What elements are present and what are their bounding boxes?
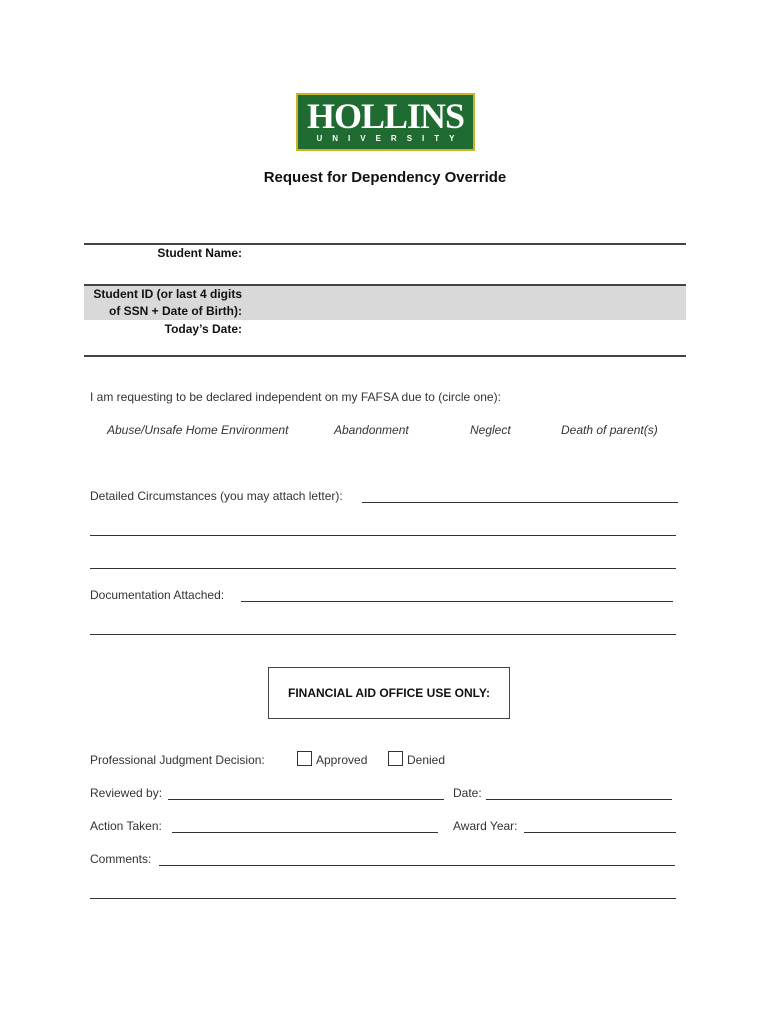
- comments-line-2[interactable]: [90, 898, 676, 899]
- logo-subtitle: UNIVERSITY: [316, 134, 465, 143]
- approved-label: Approved: [316, 753, 368, 767]
- todays-date-field[interactable]: [250, 320, 686, 354]
- documentation-line-2[interactable]: [90, 634, 676, 635]
- documentation-line-1[interactable]: [241, 601, 673, 602]
- detailed-circumstances-line-1[interactable]: [362, 502, 678, 503]
- office-use-label: FINANCIAL AID OFFICE USE ONLY:: [287, 686, 490, 700]
- student-id-label-line1: Student ID (or last 4 digits: [93, 287, 242, 301]
- detailed-circumstances-label: Detailed Circumstances (you may attach letter):: [90, 489, 343, 503]
- award-year-label: Award Year:: [453, 819, 518, 833]
- student-name-field[interactable]: [250, 243, 686, 283]
- option-death-of-parents[interactable]: Death of parent(s): [561, 423, 658, 437]
- denied-label: Denied: [407, 753, 446, 767]
- request-statement: I am requesting to be declared independent on my FAFSA due to (circle one):: [90, 390, 501, 404]
- student-name-label: Student Name:: [157, 246, 242, 260]
- detailed-circumstances-line-3[interactable]: [90, 568, 676, 569]
- pj-decision-label: Professional Judgment Decision:: [90, 753, 265, 767]
- detailed-circumstances-line-2[interactable]: [90, 535, 676, 536]
- office-use-box: [268, 667, 510, 719]
- hollins-university-logo: [296, 93, 475, 151]
- form-title: Request for Dependency Override: [263, 169, 507, 186]
- action-taken-line[interactable]: [172, 832, 438, 833]
- reviewed-by-line[interactable]: [168, 799, 444, 800]
- option-neglect[interactable]: Neglect: [470, 423, 511, 437]
- date-line[interactable]: [486, 799, 672, 800]
- documentation-attached-label: Documentation Attached:: [90, 588, 225, 602]
- date-label: Date:: [453, 786, 482, 800]
- student-id-label-line2: of SSN + Date of Birth):: [108, 304, 242, 318]
- approved-checkbox[interactable]: [297, 751, 312, 766]
- logo-wordmark: HOLLINS: [306, 96, 465, 136]
- denied-checkbox[interactable]: [388, 751, 403, 766]
- option-abuse[interactable]: Abuse/Unsafe Home Environment: [107, 423, 289, 437]
- comments-label: Comments:: [90, 852, 152, 866]
- bottom-rule: [84, 355, 686, 357]
- todays-date-label: Today’s Date:: [164, 322, 242, 336]
- award-year-line[interactable]: [524, 832, 676, 833]
- option-abandonment[interactable]: Abandonment: [334, 423, 409, 437]
- comments-line-1[interactable]: [159, 865, 675, 866]
- reviewed-by-label: Reviewed by:: [90, 786, 163, 800]
- action-taken-label: Action Taken:: [90, 819, 162, 833]
